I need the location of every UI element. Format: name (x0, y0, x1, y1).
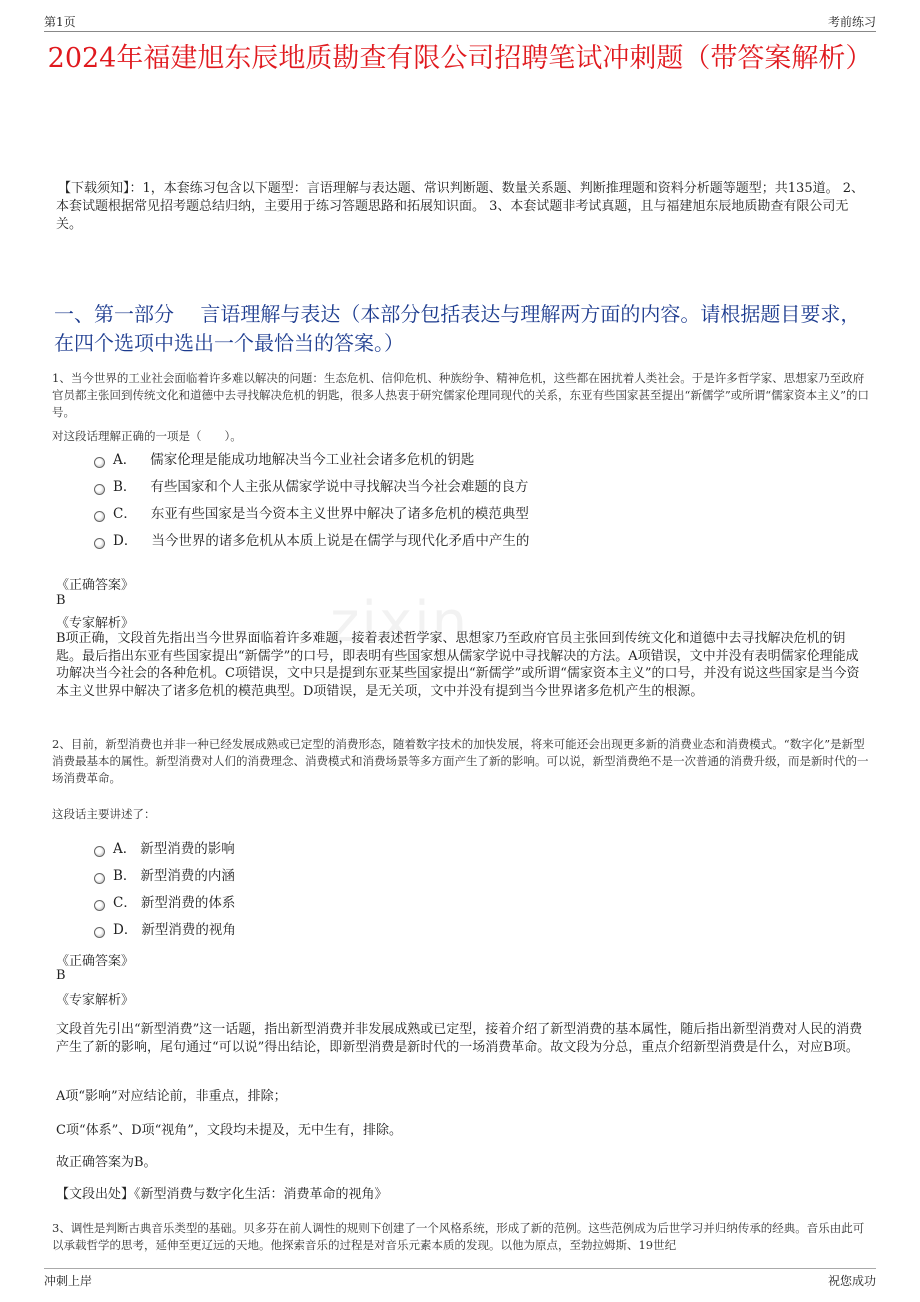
option-letter: D． (113, 922, 138, 938)
option-text: 有些国家和个人主张从儒家学说中寻找解决当今社会难题的良方 (150, 479, 529, 495)
section-heading: 一、第一部分 言语理解与表达（本部分包括表达与理解两方面的内容。请根据题目要求，在四个选项中选出一个最恰当的答案。） (54, 302, 861, 355)
radio-icon[interactable] (94, 873, 105, 884)
option-letter: C． (113, 506, 137, 522)
footer-divider (44, 1268, 876, 1269)
question-3-text: 3、调性是判断古典音乐类型的基础。贝多芬在前人调性的规则下创建了一个风格系统，形成了新的范例。这些范例成为后世学习并归纳传承的经典。音乐由此可以承载哲学的思考，延伸至更辽远的天地。他探索音乐的过程是对音乐元素本质的发现。以他为原点，至勃拉姆斯、19世纪 (52, 1221, 865, 1252)
option-text: 新型消费的体系 (140, 895, 236, 911)
footer-left-text: 冲刺上岸 (44, 1274, 93, 1288)
radio-icon[interactable] (94, 457, 105, 468)
question-2-note-a: A项“影响”对应结论前，非重点，排除； (56, 1089, 287, 1104)
option-letter: B． (113, 868, 137, 884)
radio-icon[interactable] (94, 846, 105, 857)
option-text: 新型消费的内涵 (140, 868, 235, 884)
question-1-option-b[interactable] (94, 476, 528, 498)
option-letter: A． (113, 452, 137, 468)
question-2-option-a[interactable] (94, 838, 235, 860)
radio-icon[interactable] (94, 927, 105, 938)
question-2-source: 【文段出处】《新型消费与数字化生活：消费革命的视角》 (56, 1187, 388, 1202)
question-2-text: 2、目前，新型消费也并非一种已经发展成熟或已定型的消费形态，随着数字技术的加快发展，将来可能还会出现更多新的消费业态和消费模式。“数字化”是新型消费最基本的属性。新型消费对人们的消费理念、消费模式和消费场景等多方面产生了新的影响。可以说，新型消费绝不是一次普通的消费升级，而是新时代的一场消费革命。 (52, 737, 869, 785)
question-1-analysis: B项正确，文段首先指出当今世界面临着许多难题，接着表述哲学家、思想家乃至政府官员主张回到传统文化和道德中去寻找解决危机的钥匙。最后指出东亚有些国家提出“新儒学”的口号，即表明有些国家想从儒家学说中寻找解决的方法。A项错误，文中并没有表明儒家伦理能成功解决当今社会的各种危机。C项错误，文中只是提到东亚某些国家提出“新儒学”或所谓“儒家资本主义”的口号，并没有说这些国家是当今资本主义世界中解决了诸多危机的模范典型。D项错误，是无关项，文中并没有提到当今世界诸多危机产生的根源。 (56, 631, 860, 699)
question-2-option-c[interactable] (94, 892, 235, 914)
option-letter: D． (113, 533, 138, 549)
question-2-option-b[interactable] (94, 865, 235, 887)
page-number: 第1页 (44, 15, 76, 29)
footer-right-text: 祝您成功 (827, 1274, 876, 1288)
header-label: 考前练习 (827, 15, 876, 29)
option-text: 儒家伦理是能成功地解决当今工业社会诸多危机的钥匙 (150, 452, 475, 468)
radio-icon[interactable] (94, 900, 105, 911)
question-2-option-d[interactable] (94, 919, 236, 941)
header-divider (44, 31, 876, 32)
question-2-analysis: 文段首先引出“新型消费”这一话题，指出新型消费并非发展成熟或已定型，接着介绍了新型消费的基本属性，随后指出新型消费对人民的消费产生了新的影响，尾句通过“可以说”得出结论，即新型消费是新时代的一场消费革命。故文段为分总，重点介绍新型消费是什么，对应B项。 (56, 1022, 863, 1055)
question-1-analysis-label: 《专家解析》 (56, 616, 135, 631)
question-1-option-a[interactable] (94, 449, 474, 471)
question-2-answer-label: 《正确答案》 (56, 954, 135, 969)
question-1-answer-label: 《正确答案》 (56, 578, 135, 593)
question-1-option-c[interactable] (94, 503, 529, 525)
option-text: 新型消费的影响 (140, 841, 235, 857)
question-1-answer: B (56, 593, 66, 608)
option-text: 东亚有些国家是当今资本主义世界中解决了诸多危机的模范典型 (150, 506, 529, 522)
question-2-conclusion: 故正确答案为B。 (56, 1155, 157, 1170)
question-2-prompt: 这段话主要讲述了： (52, 807, 156, 821)
question-1-option-d[interactable] (94, 530, 529, 552)
document-title: 2024年福建旭东辰地质勘查有限公司招聘笔试冲刺题（带答案解析） (47, 43, 873, 74)
radio-icon[interactable] (94, 538, 105, 549)
question-2-note-c: C项“体系”、D项“视角”，文段均未提及，无中生有，排除。 (56, 1123, 402, 1138)
radio-icon[interactable] (94, 511, 105, 522)
question-2-analysis-label: 《专家解析》 (56, 993, 135, 1008)
option-letter: B． (113, 479, 137, 495)
download-notice: 【下载须知】：1，本套练习包含以下题型：言语理解与表达题、常识判断题、数量关系题、判断推理题和资料分析题等题型；共135道。 2、本套试题根据常见招考题总结归纳，主要用于练习答题思路和拓展知识面。 3、本套试题非考试真题，且与福建旭东辰地质勘查有限公司无关。 (56, 181, 864, 232)
option-letter: C． (113, 895, 137, 911)
question-2-answer: B (56, 968, 66, 983)
option-text: 新型消费的视角 (141, 922, 236, 938)
radio-icon[interactable] (94, 484, 105, 495)
question-1-text: 1、当今世界的工业社会面临着许多难以解决的问题：生态危机、信仰危机、种族纷争、精神危机，这些都在困扰着人类社会。于是许多哲学家、思想家乃至政府官员都主张回到传统文化和道德中去寻找解决危机的钥匙，很多人热衷于研究儒家伦理同现代的关系，东亚有些国家甚至提出“新儒学”或所谓“儒家资本主义”的口号。 (52, 371, 870, 419)
watermark: zixin (330, 590, 470, 655)
question-1-prompt: 对这段话理解正确的一项是（ ）。 (52, 429, 242, 443)
option-text: 当今世界的诸多危机从本质上说是在儒学与现代化矛盾中产生的 (151, 533, 530, 549)
page-header (0, 0, 920, 32)
option-letter: A． (113, 841, 137, 857)
